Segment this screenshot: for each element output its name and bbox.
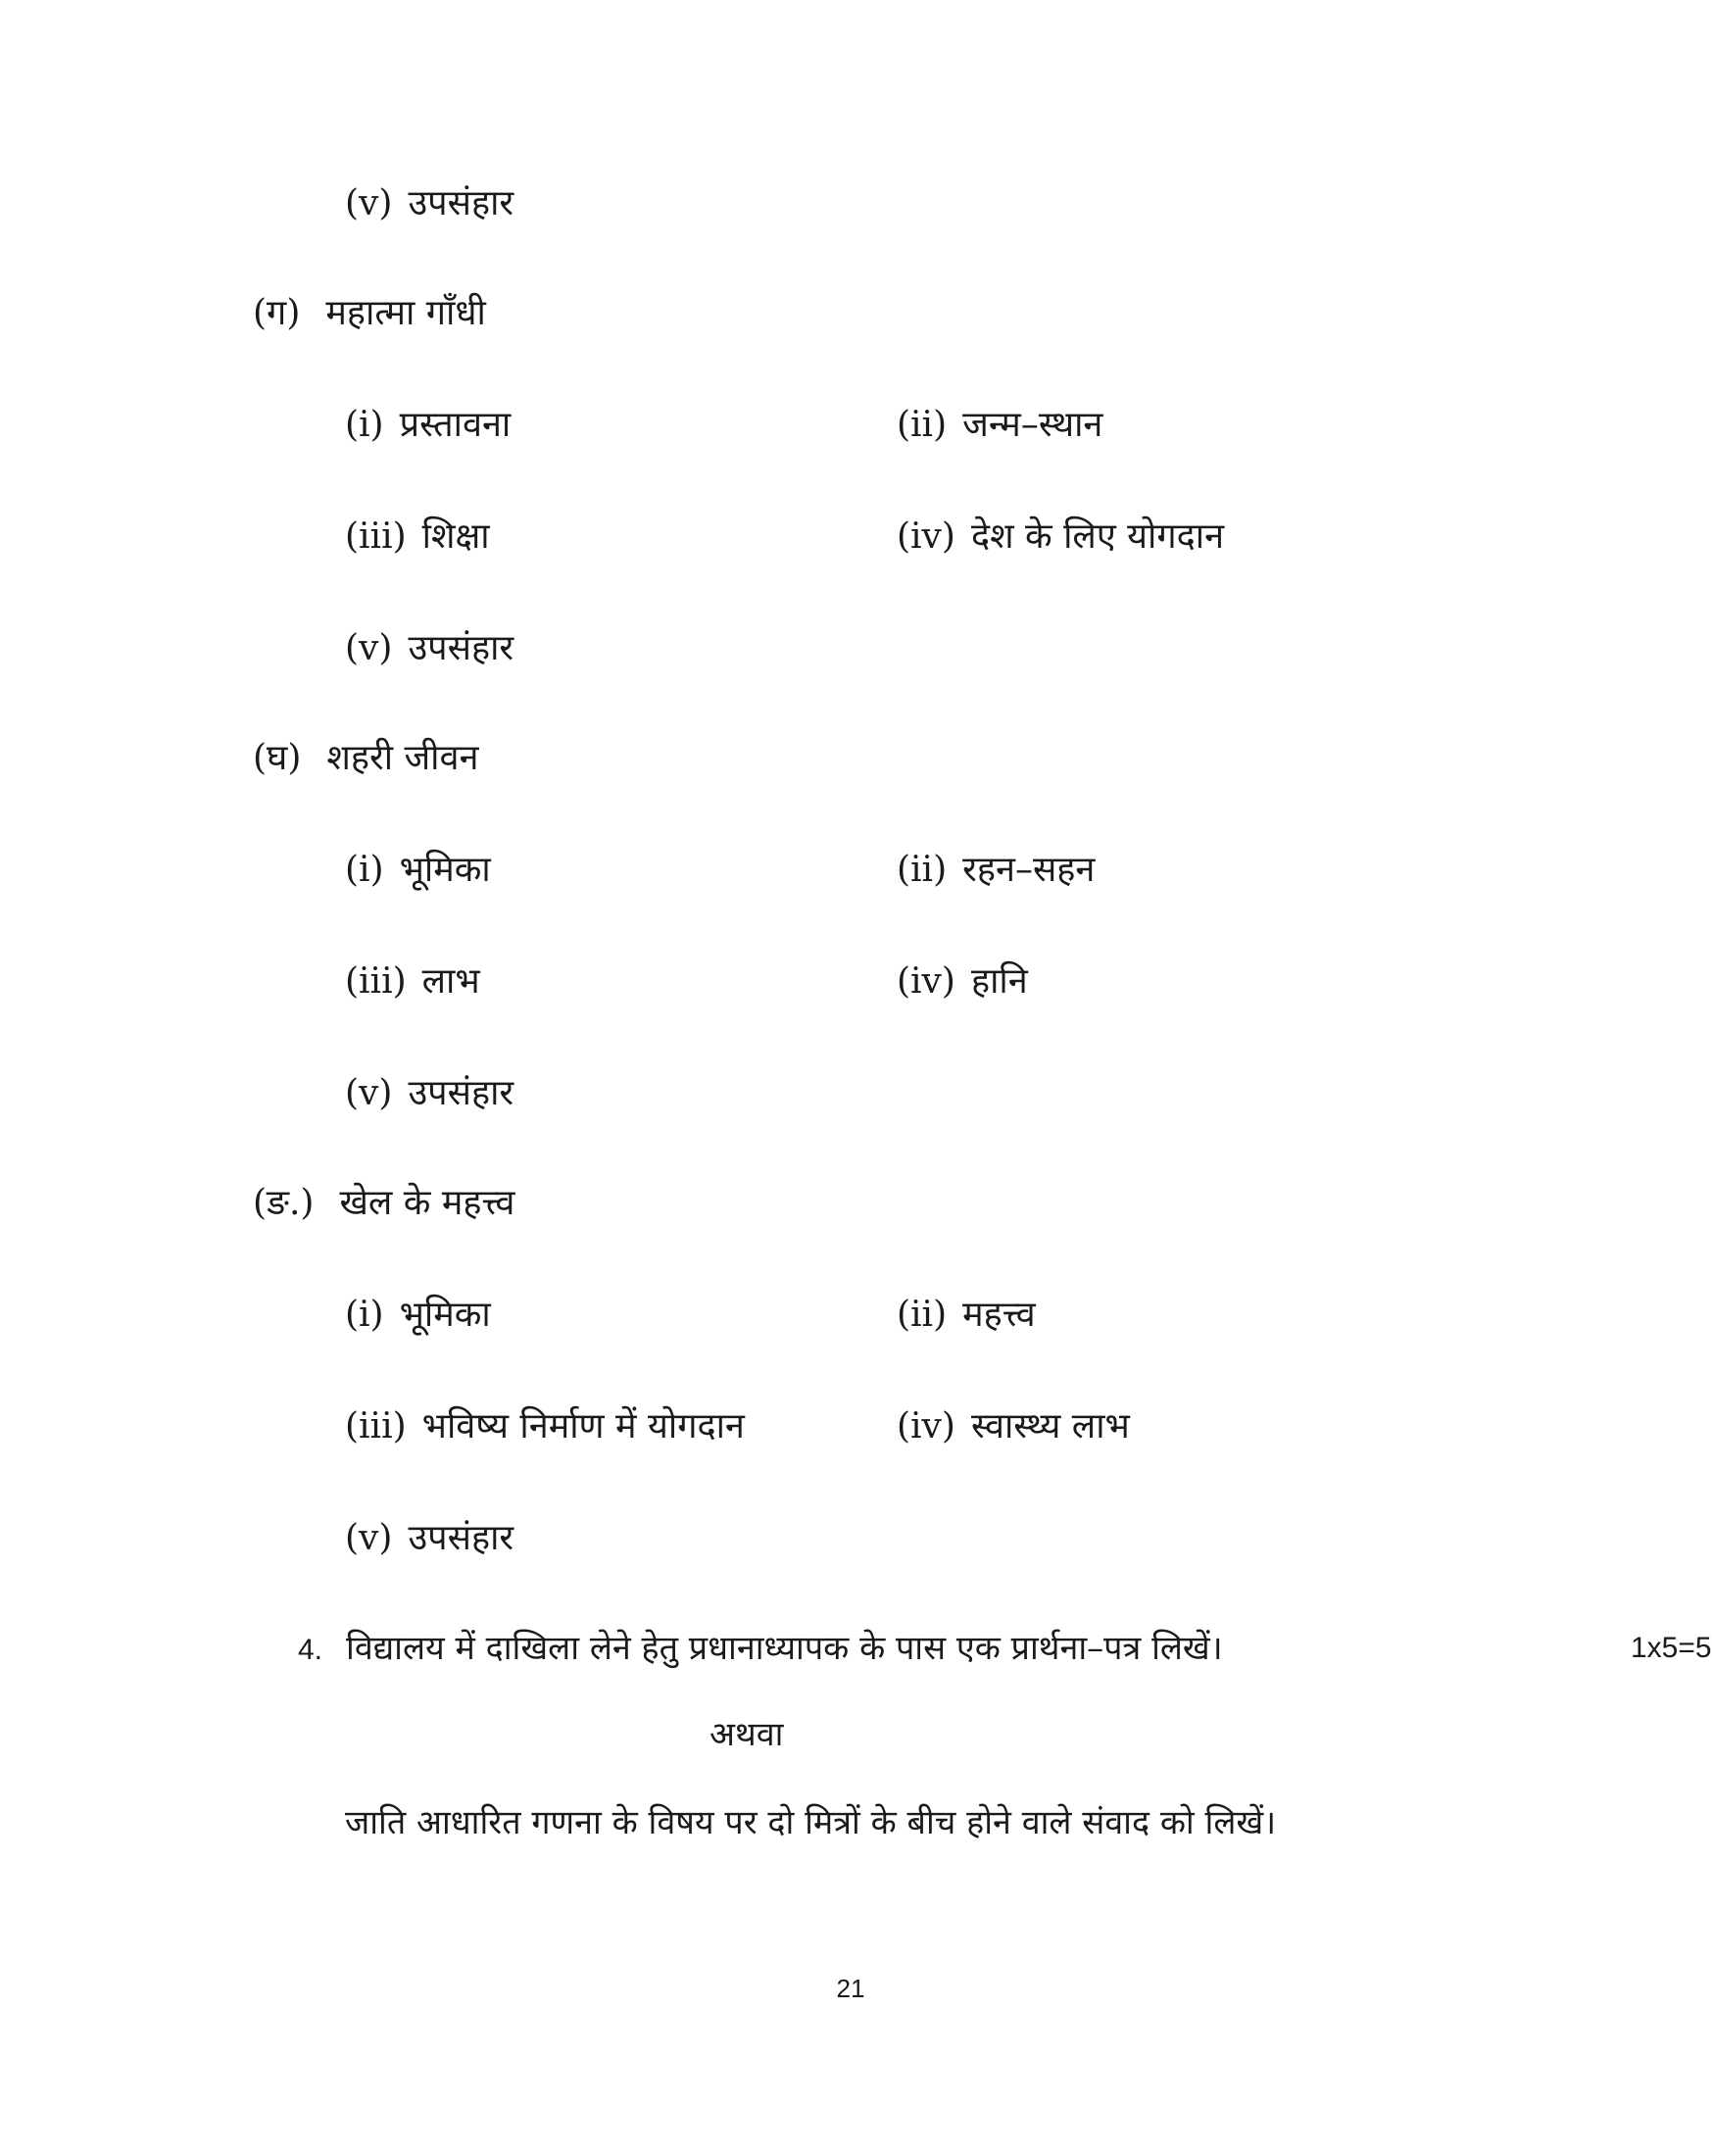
item-text: प्रस्तावना <box>399 405 512 445</box>
item-number: (i) <box>345 1295 384 1335</box>
item-text: उपसंहार <box>408 628 514 668</box>
item-number: (iii) <box>345 1406 407 1446</box>
section-marker: (घ) <box>253 738 302 778</box>
list-item <box>345 404 511 447</box>
or-word: अथवा <box>709 1715 784 1754</box>
item-number: (v) <box>345 628 393 668</box>
list-item <box>345 1405 745 1448</box>
item-number: (iii) <box>345 961 407 1002</box>
list-item <box>897 960 1028 1004</box>
section-heading <box>253 1182 514 1225</box>
section-marker: (ङ.) <box>253 1183 315 1223</box>
item-text: रहन–सहन <box>962 850 1096 890</box>
alternative-text: जाति आधारित गणना के विषय पर दो मित्रों के बीच होने वाले संवाद को लिखें। <box>345 1803 1277 1842</box>
section-heading <box>253 292 486 335</box>
item-number: (v) <box>345 1073 393 1113</box>
item-text: उपसंहार <box>408 183 514 223</box>
list-item <box>345 1294 491 1337</box>
or-separator <box>709 1713 783 1756</box>
list-item <box>897 849 1095 892</box>
item-text: भविष्य निर्माण में योगदान <box>421 1406 745 1446</box>
item-number: (ii) <box>897 850 948 890</box>
item-number: (v) <box>345 183 393 223</box>
list-item <box>345 1517 514 1560</box>
list-item <box>345 960 480 1004</box>
item-number: (ii) <box>897 405 948 445</box>
list-item <box>345 182 514 225</box>
question-4 <box>298 1627 1712 1672</box>
question-number: 4. <box>298 1634 323 1666</box>
item-text: जन्म–स्थान <box>962 405 1103 445</box>
item-number: (i) <box>345 850 384 890</box>
question-marks: 1x5=5 <box>1631 1632 1712 1664</box>
item-number: (ii) <box>897 1295 948 1335</box>
list-item <box>345 515 490 559</box>
list-item <box>897 404 1102 447</box>
question-text: विद्यालय में दाखिला लेने हेतु प्रधानाध्यापक के पास एक प्रार्थना–पत्र लिखें। <box>346 1629 1223 1668</box>
list-item <box>345 1072 514 1115</box>
item-text: भूमिका <box>399 1295 491 1335</box>
item-number: (iv) <box>897 961 955 1002</box>
item-number: (i) <box>345 405 384 445</box>
item-text: हानि <box>970 961 1028 1002</box>
item-text: उपसंहार <box>408 1073 514 1113</box>
section-title: शहरी जीवन <box>326 738 479 778</box>
list-item <box>897 1405 1130 1448</box>
item-text: उपसंहार <box>408 1518 514 1558</box>
list-item <box>345 627 514 670</box>
item-number: (iii) <box>345 516 407 557</box>
item-number: (iv) <box>897 516 955 557</box>
item-text: लाभ <box>421 961 480 1002</box>
page-number: 21 <box>836 1974 865 2003</box>
item-number: (iv) <box>897 1406 955 1446</box>
section-title: खेल के महत्त्व <box>339 1183 515 1223</box>
item-text: स्वास्थ्य लाभ <box>970 1406 1130 1446</box>
section-heading <box>253 737 479 780</box>
section-title: महात्मा गाँधी <box>325 293 486 333</box>
list-item <box>897 515 1224 559</box>
item-text: महत्त्व <box>962 1295 1036 1335</box>
item-text: भूमिका <box>399 850 491 890</box>
list-item <box>897 1294 1036 1337</box>
item-text: देश के लिए योगदान <box>970 516 1225 557</box>
section-marker: (ग) <box>253 293 301 333</box>
list-item <box>345 849 491 892</box>
question-alternative <box>345 1801 1276 1844</box>
item-text: शिक्षा <box>421 516 490 557</box>
item-number: (v) <box>345 1518 393 1558</box>
